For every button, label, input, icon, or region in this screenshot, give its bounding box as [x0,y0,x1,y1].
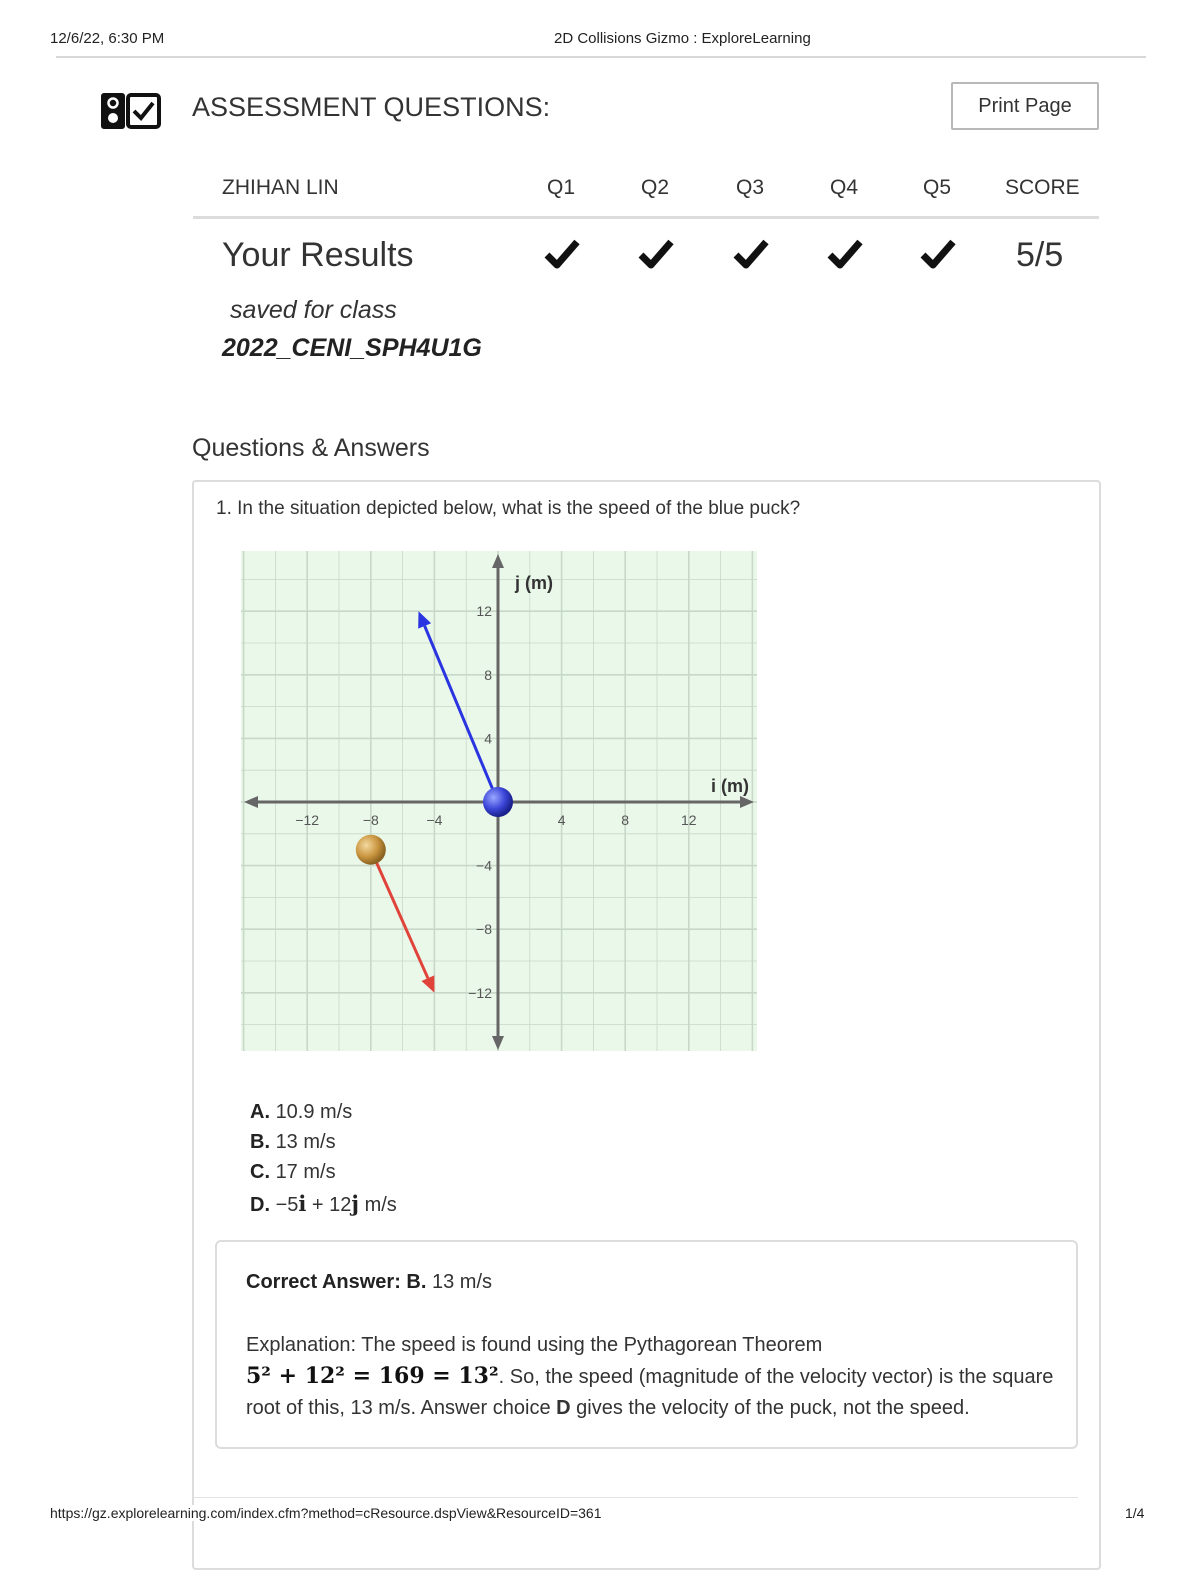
blue-puck [483,787,513,817]
section-title: Questions & Answers [192,434,430,462]
x-axis-label: i (m) [711,776,749,796]
y-tick-label: 8 [484,666,492,683]
header-divider [56,56,1146,58]
choice-text: 13 m/s [275,1131,336,1153]
column-header-q1: Q1 [547,176,576,199]
choice-letter: A. [250,1101,270,1123]
choice-text-part: + 12 [306,1194,352,1216]
y-tick-label: 12 [476,603,492,620]
correct-answer-label: Correct Answer: [246,1271,401,1293]
choice-letter: B. [250,1131,270,1153]
choice-a [250,1101,352,1124]
print-url: https://gz.explorelearning.com/index.cfm?method=cResource.dspView&ResourceID=361 [50,1505,602,1521]
choice-letter: D. [250,1194,270,1216]
choice-text-part: m/s [359,1194,397,1216]
choice-text: 10.9 m/s [275,1101,353,1123]
question-prompt [216,498,800,520]
column-header-q5: Q5 [923,176,952,199]
choice-letter: C. [250,1161,270,1183]
student-name: ZHIHAN LIN [222,176,339,199]
x-tick-label: −12 [295,812,320,828]
question-text: In the situation depicted below, what is the speed of the blue puck? [237,498,801,519]
page-title: ASSESSMENT QUESTIONS: [192,92,551,122]
question-number: 1. [216,498,232,519]
column-header-q4: Q4 [830,176,859,199]
unit-vector-j: j [351,1191,360,1216]
print-datetime: 12/6/22, 6:30 PM [50,30,165,47]
y-tick-label: −8 [476,921,492,938]
print-page-number: 1/4 [1125,1505,1145,1521]
y-tick-label: 4 [484,730,492,747]
unit-vector-i: i [298,1191,307,1216]
checkmark-icon [920,237,956,271]
gold-puck [356,835,386,865]
correct-answer-letter: B. [406,1271,427,1293]
explanation-intro: Explanation: The speed is found using the Pythagorean Theorem [246,1334,823,1356]
checkmark-icon [733,237,769,271]
correct-answer-text: 13 m/s [431,1271,493,1293]
checkmark-icon [544,237,580,271]
column-header-score: SCORE [1005,176,1080,199]
assessment-checklist-icon [101,93,161,129]
choice-b [250,1131,336,1154]
x-tick-label: 12 [681,812,697,828]
column-header-q3: Q3 [736,176,765,199]
y-tick-label: −12 [468,984,492,1001]
choice-text: 17 m/s [275,1161,336,1183]
x-tick-label: 8 [621,812,630,828]
explanation-choice-ref: D [556,1397,571,1419]
print-page-button[interactable]: Print Page [951,82,1099,130]
print-doc-title: 2D Collisions Gizmo : ExploreLearning [554,30,811,47]
explanation-text: . So, the speed (magnitude of the velocity vector) is the square root of this, 13 m/s. Answer choice [246,1366,1054,1419]
column-header-q2: Q2 [641,176,670,199]
checkmark-icon [638,237,674,271]
results-row-label: Your Results [222,236,414,274]
choice-text-part: −5 [275,1194,299,1216]
x-tick-label: −8 [362,812,379,828]
pythagorean-equation: 5² + 12² = 169 = 13² [246,1363,499,1389]
explanation [246,1330,1056,1424]
choice-d [250,1191,397,1217]
y-tick-label: −4 [476,857,492,874]
score-value: 5/5 [1016,236,1064,274]
question-divider [194,1497,1078,1498]
y-axis-label: j (m) [515,573,553,593]
choice-c [250,1161,336,1184]
checkmark-icon [827,237,863,271]
explanation-text-end: gives the velocity of the puck, not the speed. [570,1397,970,1419]
x-tick-label: 4 [557,812,566,828]
saved-for-class-text: saved for class [230,296,397,324]
class-name: 2022_CENI_SPH4U1G [222,334,482,362]
x-tick-label: −4 [426,812,443,828]
correct-answer [246,1271,492,1294]
table-divider [193,216,1099,219]
velocity-graph [241,551,757,1051]
